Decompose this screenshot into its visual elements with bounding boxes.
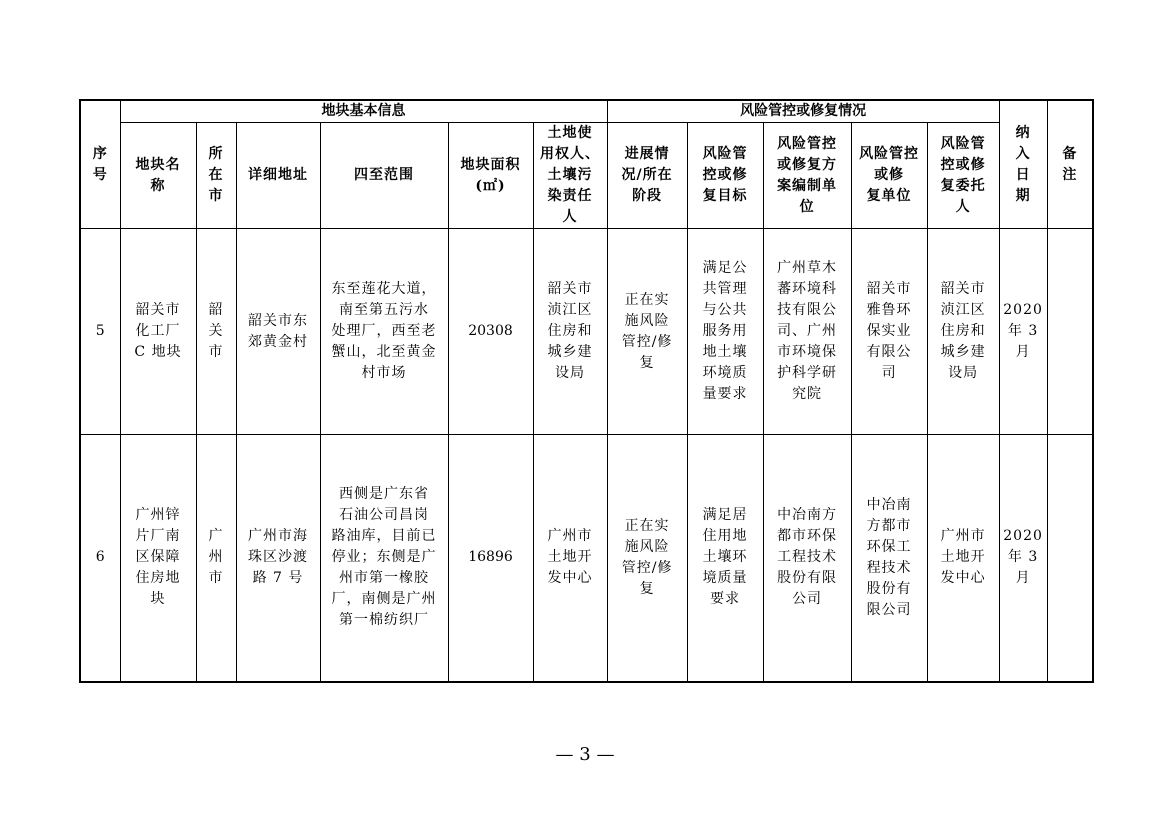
header-risk-control: 风险管控或修复情况 (607, 100, 999, 123)
header-planner: 风险管控 或修复方 案编制单 位 (763, 123, 851, 229)
header-remark: 备 注 (1047, 100, 1093, 229)
cell-boundary: 西侧是广东省 石油公司昌岗 路油库，目前已 停业；东侧是广 州市第一橡胶 厂，南侧是广州 第一棉纺织厂 (320, 435, 448, 682)
cell-name: 广州锌 片厂南 区保障 住房地 块 (120, 435, 196, 682)
header-address: 详细地址 (236, 123, 320, 229)
cell-seq: 5 (80, 229, 120, 435)
cell-planner: 广州草木 蕃环境科 技有限公 司、广州 市环境保 护科学研 究院 (763, 229, 851, 435)
header-seq: 序 号 (80, 100, 120, 229)
header-boundary: 四至范围 (320, 123, 448, 229)
header-area: 地块面积 (㎡) (448, 123, 533, 229)
cell-remark (1047, 435, 1093, 682)
header-contractor: 风险管控 或修 复单位 (851, 123, 927, 229)
header-date: 纳 入 日 期 (999, 100, 1047, 229)
cell-progress: 正在实 施风险 管控/修 复 (607, 229, 687, 435)
table-row (80, 229, 1093, 435)
group-header-row (80, 100, 1093, 123)
page-number: — 3 — (555, 744, 615, 765)
cell-goal: 满足居 住用地 土壤环 境质量 要求 (687, 435, 763, 682)
cell-contractor: 中冶南 方都市 环保工 程技术 股份有 限公司 (851, 435, 927, 682)
cell-city: 韶 关 市 (196, 229, 236, 435)
cell-area: 20308 (448, 229, 533, 435)
cell-client: 广州市 土地开 发中心 (927, 435, 999, 682)
header-client: 风险管 控或修 复委托 人 (927, 123, 999, 229)
cell-client: 韶关市 浈江区 住房和 城乡建 设局 (927, 229, 999, 435)
cell-date: 2020 年 3 月 (999, 435, 1047, 682)
cell-area: 16896 (448, 435, 533, 682)
cell-address: 韶关市东 郊黄金村 (236, 229, 320, 435)
cell-progress: 正在实 施风险 管控/修 复 (607, 435, 687, 682)
table-row (80, 435, 1093, 682)
header-name: 地块名 称 (120, 123, 196, 229)
cell-owner: 韶关市 浈江区 住房和 城乡建 设局 (533, 229, 607, 435)
cell-goal: 满足公 共管理 与公共 服务用 地土壤 环境质 量要求 (687, 229, 763, 435)
column-header-row (80, 123, 1093, 229)
header-progress: 进展情 况/所在 阶段 (607, 123, 687, 229)
cell-seq: 6 (80, 435, 120, 682)
cell-address: 广州市海 珠区沙渡 路 7 号 (236, 435, 320, 682)
cell-date: 2020 年 3 月 (999, 229, 1047, 435)
cell-planner: 中冶南方 都市环保 工程技术 股份有限 公司 (763, 435, 851, 682)
site-remediation-table (79, 99, 1094, 683)
header-goal: 风险管 控或修 复目标 (687, 123, 763, 229)
cell-boundary: 东至莲花大道， 南至第五污水 处理厂，西至老 蟹山，北至黄金 村市场 (320, 229, 448, 435)
cell-owner: 广州市 土地开 发中心 (533, 435, 607, 682)
cell-city: 广 州 市 (196, 435, 236, 682)
header-owner: 土地使 用权人、 土壤污 染责任 人 (533, 123, 607, 229)
header-basic-info: 地块基本信息 (120, 100, 607, 123)
cell-remark (1047, 229, 1093, 435)
cell-contractor: 韶关市 雅鲁环 保实业 有限公 司 (851, 229, 927, 435)
cell-name: 韶关市 化工厂 C 地块 (120, 229, 196, 435)
header-city: 所 在 市 (196, 123, 236, 229)
